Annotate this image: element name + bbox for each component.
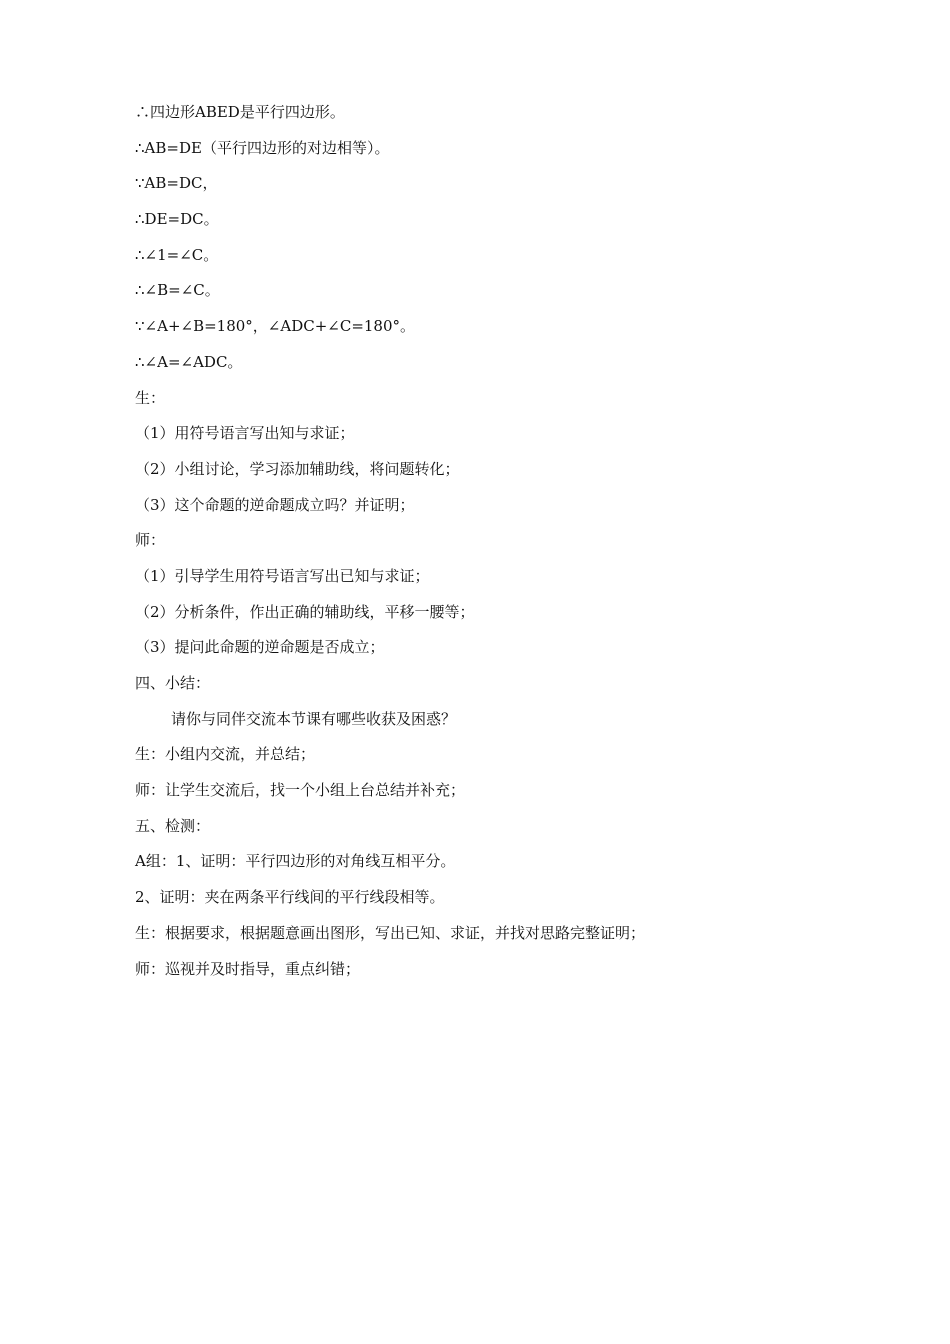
text-line: ∴AB=DE（平行四边形的对边相等）。 [135, 138, 390, 157]
teacher-task-item: （2）分析条件，作出正确的辅助线，平移一腰等； [135, 602, 475, 621]
exercise-item: A组：1、证明：平行四边形的对角线互相平分。 [135, 852, 456, 871]
speaker-label-student: 生： [135, 388, 166, 407]
student-task-item: （2）小组讨论，学习添加辅助线，将问题转化； [135, 459, 460, 478]
text-line: ∴∠1=∠C。 [135, 245, 219, 264]
section-heading-summary: 四、小结： [135, 674, 211, 692]
text-line: ∵AB=DC， [135, 174, 218, 193]
summary-prompt: 请你与同伴交流本节课有哪些收获及困惑？ [171, 709, 457, 728]
text-line: ∵∠A+∠B=180°，∠ADC+∠C=180°。 [135, 317, 416, 336]
text-line: ∴DE=DC。 [135, 210, 219, 229]
speaker-label-teacher: 师： [135, 531, 166, 550]
text-line: ∴∠A=∠ADC。 [135, 352, 243, 371]
text-line: 生：根据要求，根据题意画出图形，写出已知、求证，并找对思路完整证明； [135, 923, 646, 942]
student-task-item: （1）用符号语言写出知与求证； [135, 424, 355, 443]
teacher-task-item: （3）提问此命题的逆命题是否成立； [135, 638, 385, 657]
text-line: ∴四边形ABED是平行四边形。 [135, 103, 345, 121]
text-line: 师：让学生交流后，找一个小组上台总结并补充； [135, 781, 466, 800]
exercise-item: 2、证明：夹在两条平行线间的平行线段相等。 [135, 888, 445, 907]
section-heading-test: 五、检测： [135, 816, 211, 835]
student-task-item: （3）这个命题的逆命题成立吗？并证明； [135, 495, 415, 514]
text-line: 生：小组内交流，并总结； [135, 745, 316, 764]
text-line: 师：巡视并及时指导，重点纠错； [135, 959, 361, 978]
text-line: ∴∠B=∠C。 [135, 281, 220, 300]
document-body [135, 98, 835, 990]
teacher-task-item: （1）引导学生用符号语言写出已知与求证； [135, 566, 430, 585]
